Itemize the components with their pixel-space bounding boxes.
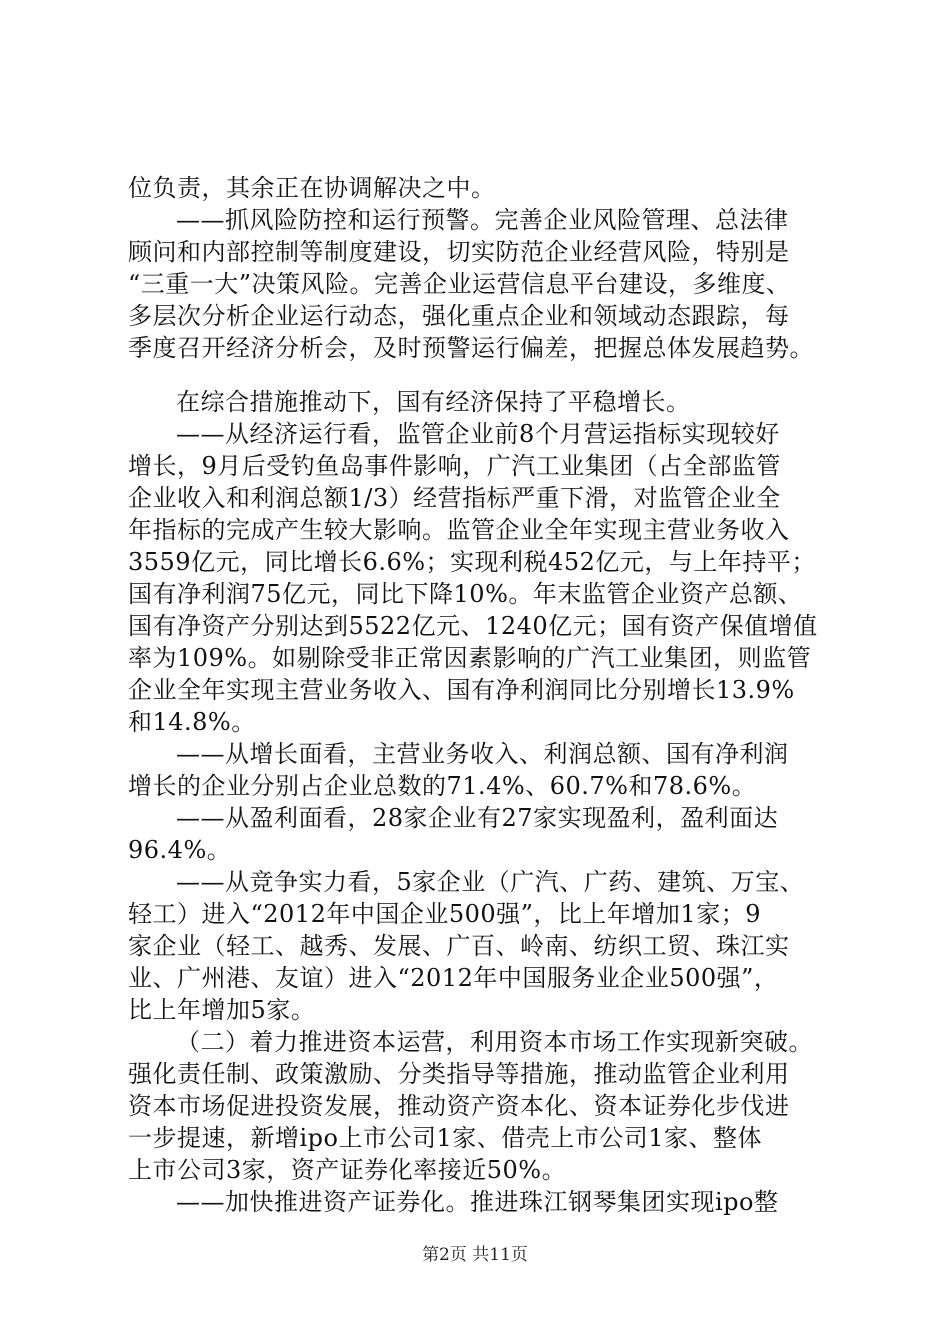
text-line: 季度召开经济分析会，及时预警运行偏差，把握总体发展趋势。 [128, 334, 814, 362]
text-line: 位负责，其余正在协调解决之中。 [128, 174, 496, 202]
text-line: 国有净资产分别达到5522亿元、1240亿元；国有资产保值增值 [128, 612, 818, 640]
text-line: 96.4%。 [128, 836, 232, 864]
text-line: 和14.8%。 [128, 708, 256, 736]
text-line: 年指标的完成产生较大影响。监管企业全年实现主营业务收入 [128, 516, 790, 544]
text-line: 增长，9月后受钓鱼岛事件影响，广汽工业集团（占全部监管 [128, 452, 781, 480]
text-line: 顾问和内部控制等制度建设，切实防范企业经营风险，特别是 [128, 238, 790, 266]
section-heading: （二）着力推进资本运营，利用资本市场工作实现新突破。 [176, 1028, 813, 1056]
text-line: 3559亿元，同比增长6.6%；实现利税452亿元，与上年持平； [128, 548, 816, 576]
text-line: ——从盈利面看，28家企业有27家实现盈利，盈利面达 [176, 804, 779, 832]
text-line: ——抓风险防控和运行预警。完善企业风险管理、总法律 [176, 206, 789, 234]
text-line: 多层次分析企业运行动态，强化重点企业和领域动态跟踪，每 [128, 302, 790, 330]
page-number-footer: 第2页 共11页 [422, 1245, 528, 1265]
text-line: “三重一大”决策风险。完善企业运营信息平台建设，多维度、 [128, 270, 791, 298]
text-line: 国有净利润75亿元，同比下降10%。年末监管企业资产总额、 [128, 580, 803, 608]
document-body [128, 172, 828, 1218]
text-line: 比上年增加5家。 [128, 996, 316, 1024]
text-line: 企业收入和利润总额1/3）经营指标严重下滑，对监管企业全 [128, 484, 781, 512]
text-line: 增长的企业分别占企业总数的71.4%、60.7%和78.6%。 [128, 772, 757, 800]
paragraph-gap [128, 364, 828, 386]
text-line: ——从经济运行看，监管企业前8个月营运指标实现较好 [176, 420, 780, 448]
text-line: 率为109%。如剔除受非正常因素影响的广汽工业集团，则监管 [128, 644, 812, 672]
text-line: 在综合措施推动下，国有经济保持了平稳增长。 [176, 388, 691, 416]
text-line: ——从竞争实力看，5家企业（广汽、广药、建筑、万宝、 [176, 868, 805, 896]
text-line: 业、广州港、友谊）进入“2012年中国服务业企业500强”， [128, 964, 779, 992]
text-line: 一步提速，新增ipo上市公司1家、借壳上市公司1家、整体 [128, 1124, 763, 1152]
text-line: 家企业（轻工、越秀、发展、广百、岭南、纺织工贸、珠江实 [128, 932, 790, 960]
text-line: 企业全年实现主营业务收入、国有净利润同比分别增长13.9% [128, 676, 795, 704]
text-line: 资本市场促进投资发展，推动资产资本化、资本证券化步伐进 [128, 1092, 790, 1120]
text-line: 轻工）进入“2012年中国企业500强”，比上年增加1家；9 [128, 900, 761, 928]
text-line: ——从增长面看，主营业务收入、利润总额、国有净利润 [176, 740, 789, 768]
text-line: 强化责任制、政策激励、分类指导等措施，推动监管企业利用 [128, 1060, 790, 1088]
text-line: 上市公司3家，资产证券化率接近50%。 [128, 1156, 567, 1184]
text-line: ——加快推进资产证券化。推进珠江钢琴集团实现ipo整 [176, 1188, 779, 1216]
